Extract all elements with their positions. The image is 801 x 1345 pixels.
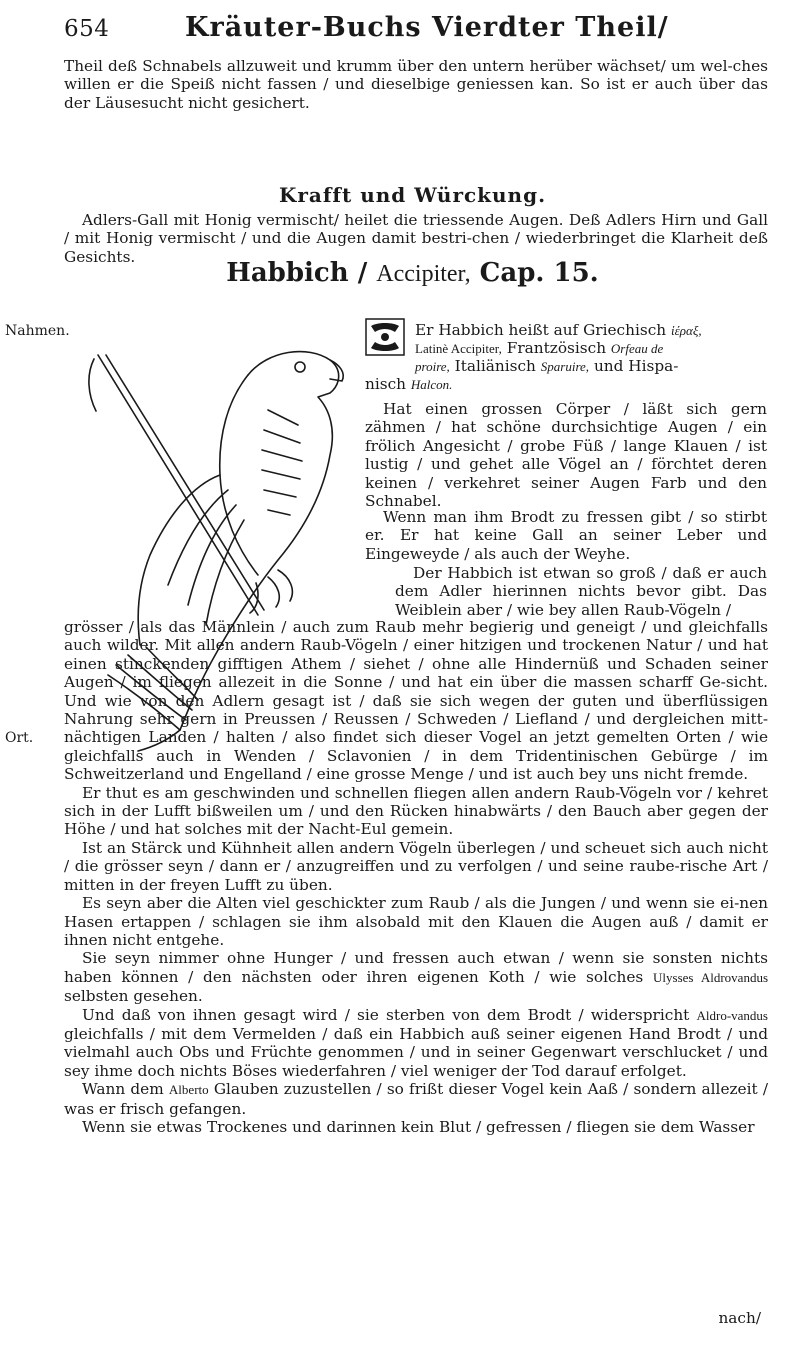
main-paragraph-7-b: Glauben zuzustellen / so frißt dieser Vogel kein Aaß / sondern allezeit / was er frisch gefangen.	[64, 1080, 768, 1118]
spanish-label: und Hispa-	[593, 357, 679, 375]
main-paragraph-8: Wenn sie etwas Trockenes und darinnen kein Blut / gefressen / fliegen sie dem Wasser	[82, 1117, 755, 1136]
greek-name: ἱέραξ,	[671, 323, 702, 338]
drop-cap-ornament	[365, 318, 405, 356]
names-line-4	[365, 375, 717, 394]
main-paragraph-6-a: Und daß von ihnen gesagt wird / sie sterben von dem Brodt / widerspricht	[82, 1005, 690, 1024]
running-title: Kräuter-Buchs Vierdter Theil/	[185, 12, 669, 43]
main-paragraph-7-a: Wann dem	[82, 1080, 164, 1099]
chapter-heading	[60, 258, 765, 288]
italian-label: Italiänisch	[454, 357, 536, 375]
main-paragraph-6-b: gleichfalls / mit dem Vermelden / daß ein Habbich auß seiner eigenen Hand Brodt / und vielmahl auch Obs und Früchte genommen / und in seiner Gegenwart verschlucket / und sey ihme doch nichts Böses wiederfahren / viel weniger der Tod darauf erfolget.	[64, 1024, 768, 1080]
italian-name: Sparuire,	[540, 359, 590, 374]
main-paragraph-6	[64, 1006, 768, 1081]
gross-text: Der Habbich ist etwan so groß / daß er auch dem Adler hierinnen nichts bevor gibt. Das Weiblein aber / wie bey allen Raub-Vögeln /	[395, 564, 767, 619]
main-paragraph-4: Es seyn aber die Alten viel geschickter zum Raub / als die Jungen / und wenn sie ei-nen Hasen ertappen / schlagen sie ihm alsobald mit den Klauen die Augen auß / damit er ihnen nicht entgehe.	[64, 894, 768, 949]
page-number: 654	[64, 16, 110, 42]
intro-text: Theil deß Schnabels allzuweit und krumm über den untern herüber wächset/ um wel-ches willen er die Speiß nicht fassen / und dieselbige geniessen kan. So ist er auch über das der Läusesucht nicht gesichert.	[64, 57, 768, 112]
catchword: nach/	[718, 1309, 761, 1327]
main-paragraph-1: grösser / als das Männlein / auch zum Raub mehr begierig und geneigt / und gleichfalls auch wilder. Mit allen andern Raub-Vögeln / einer hitzigen und trockenen Natur / und hat einen stinckenden gifftigen Athem / siehet / ohne alle Hindernüß und Schaden seiner Augen / im fliegen allezeit in die Sonne / und hat ein über die massen scharff Ge-sicht. Und wie von den Adlern gesagt ist / daß sie sich wegen der guten und überflüssigen Nahrung sehr gern in Preussen / Reussen / Schweden / Liefland / und dergleichen mitt-nächtigen Landen / halten / also findet sich dieser Vogel an jetzt gemelten Orten / wie gleichfalls auch in Wenden / Sclavonien / in dem Tridentinischen Gebürge / im Schweitzerland und Engelland / eine grosse Menge / und ist auch bey uns nicht fremde.	[64, 618, 768, 784]
chapter-title-latin: Accipiter,	[376, 261, 471, 287]
kraft-text: Adlers-Gall mit Honig vermischt/ heilet die triessende Augen. Deß Adlers Hirn und Gall / mit Honig vermischt / und die Augen damit bestri-chen / wiederbringet die Klarheit deß Gesichts.	[64, 211, 768, 266]
gross-paragraph	[395, 564, 767, 619]
names-line-2	[415, 339, 767, 358]
names-line-3	[415, 357, 767, 376]
spanish-name: Halcon.	[410, 377, 453, 392]
main-paragraph-5-end: selbsten gesehen.	[64, 987, 203, 1006]
french-name-cont: proire,	[415, 359, 450, 374]
names-line-1	[415, 321, 767, 340]
page-header	[64, 10, 764, 50]
french-name: Orfeau de	[610, 341, 664, 356]
intro-paragraph	[64, 57, 768, 112]
main-text-body	[64, 618, 768, 1136]
margin-note-names: Nahmen.	[5, 323, 70, 339]
author-name-aldrovandus-2: Aldro-vandus	[696, 1007, 768, 1023]
names-line-1-text: Er Habbich heißt auf Griechisch	[415, 321, 667, 339]
latin-name: Latinè Accipiter,	[415, 341, 502, 356]
margin-note-place: Ort.	[5, 730, 34, 746]
chapter-title-german: Habbich /	[226, 258, 368, 288]
main-paragraph-7	[64, 1080, 768, 1118]
french-label: Frantzösisch	[506, 339, 607, 357]
section-heading-kraft: Krafft und Würckung.	[278, 183, 547, 207]
chapter-number: Cap. 15.	[479, 258, 599, 288]
author-name-aldrovandus: Ulysses Aldrovandus	[653, 969, 769, 985]
spanish-label-cont: nisch	[365, 375, 407, 393]
brot-text: Wenn man ihm Brodt zu fressen gibt / so stirbt er. Er hat keine Gall an seiner Leber und Eingeweyde / als auch der Weyhe.	[365, 508, 767, 563]
main-paragraph-5	[64, 949, 768, 1005]
main-paragraph-5-text: Sie seyn nimmer ohne Hunger / und fressen auch etwan / wenn sie sonsten nichts haben können / den nächsten oder ihren eigenen Koth / wie solches	[64, 949, 768, 986]
brot-paragraph	[365, 508, 767, 563]
main-paragraph-2: Er thut es am geschwinden und schnellen fliegen allen andern Raub-Vögeln vor / kehret sich in der Lufft bißweilen um / und den Rücken hinabwärts / den Bauch aber gegen der Höhe / und hat solches mit der Nacht-Eul gemein.	[64, 783, 768, 839]
author-name-alberto: Alberto	[168, 1082, 209, 1098]
description-paragraph	[365, 400, 767, 510]
main-paragraph-3: Ist an Stärck und Kühnheit allen andern Vögeln überlegen / und scheuet sich auch nicht / die grösser seyn / dann er / anzugreiffen und zu verfolgen / und seine raube-rische Art / mitten in der freyen Lufft zu üben.	[64, 838, 768, 894]
description-text: Hat einen grossen Cörper / läßt sich gern zähmen / hat schöne durchsichtige Augen / ein frölich Angesicht / grobe Füß / lange Klauen / ist lustig / und gehet alle Vögel an / förchtet deren keinen / verkehret seiner Augen Farb und den Schnabel.	[365, 400, 767, 511]
